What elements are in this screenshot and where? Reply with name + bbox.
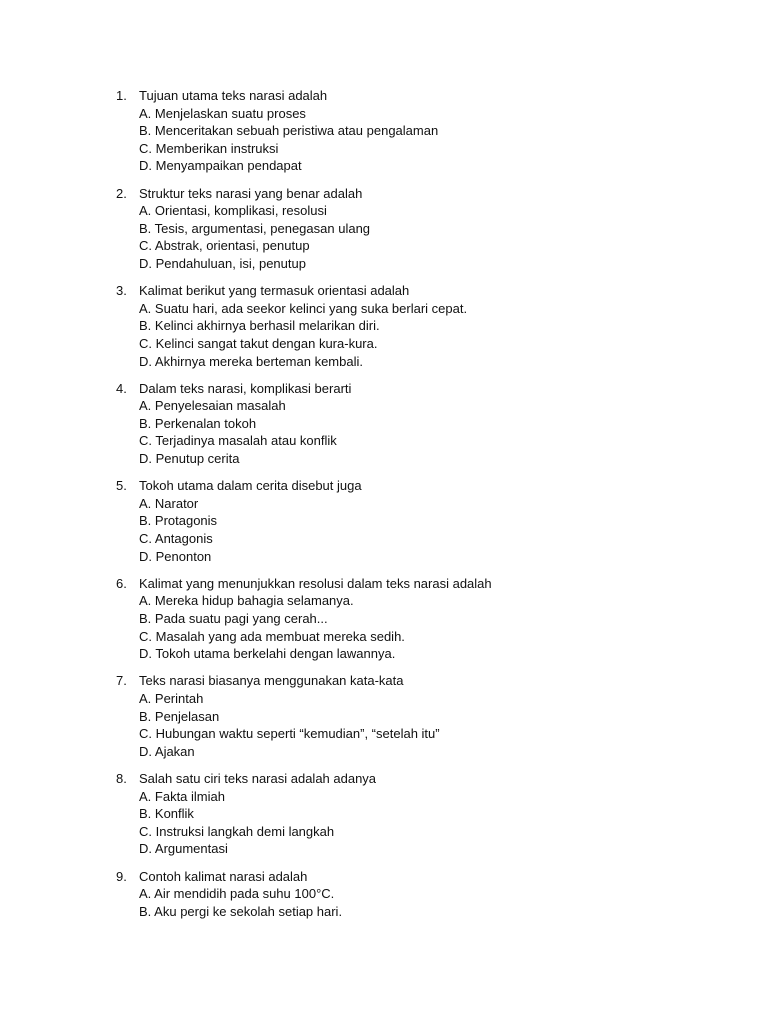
question-stem [116, 282, 716, 300]
question-stem [116, 185, 716, 203]
question-stem [116, 477, 716, 495]
question-text: Kalimat yang menunjukkan resolusi dalam teks narasi adalah [139, 575, 492, 591]
question-number: 4. [116, 380, 127, 396]
question-item [116, 770, 716, 858]
question-item [116, 477, 716, 565]
question-stem [116, 868, 716, 886]
answer-option: C. Kelinci sangat takut dengan kura-kura. [139, 335, 378, 351]
question-number: 9. [116, 868, 127, 884]
question-text: Dalam teks narasi, komplikasi berarti [139, 380, 352, 396]
question-number: 3. [116, 283, 127, 299]
answer-option: B. Perkenalan tokoh [139, 415, 257, 431]
answer-option: B. Aku pergi ke sekolah setiap hari. [139, 903, 343, 919]
question-item [116, 868, 716, 921]
answer-option: C. Hubungan waktu seperti “kemudian”, “setelah itu” [139, 726, 440, 742]
answer-option: C. Abstrak, orientasi, penutup [139, 238, 310, 254]
answer-option: D. Tokoh utama berkelahi dengan lawannya. [139, 646, 396, 662]
question-number: 7. [116, 673, 127, 689]
answer-option: D. Akhirnya mereka berteman kembali. [139, 353, 363, 369]
answer-option: A. Mereka hidup bahagia selamanya. [139, 593, 354, 609]
answer-option: D. Penutup cerita [139, 451, 240, 467]
answer-option: B. Tesis, argumentasi, penegasan ulang [139, 220, 371, 236]
question-number: 6. [116, 575, 127, 591]
answer-option: A. Narator [139, 495, 199, 511]
answer-option: C. Instruksi langkah demi langkah [139, 823, 335, 839]
answer-option: B. Menceritakan sebuah peristiwa atau pengalaman [139, 123, 439, 139]
answer-option: C. Memberikan instruksi [139, 140, 279, 156]
question-item [116, 185, 716, 273]
question-stem [116, 770, 716, 788]
question-item [116, 282, 716, 370]
question-text: Tokoh utama dalam cerita disebut juga [139, 478, 362, 494]
answer-option: C. Masalah yang ada membuat mereka sedih. [139, 628, 405, 644]
question-number: 5. [116, 478, 127, 494]
answer-option: B. Protagonis [139, 513, 218, 529]
answer-option: A. Fakta ilmiah [139, 788, 225, 804]
question-item [116, 87, 716, 175]
question-text: Struktur teks narasi yang benar adalah [139, 185, 363, 201]
question-text: Tujuan utama teks narasi adalah [139, 88, 328, 103]
answer-option: B. Konflik [139, 806, 194, 822]
question-item [116, 672, 716, 760]
question-text: Teks narasi biasanya menggunakan kata-kata [139, 673, 404, 689]
answer-option: A. Perintah [139, 690, 204, 706]
answer-option: D. Ajakan [139, 743, 195, 759]
answer-option: B. Kelinci akhirnya berhasil melarikan diri. [139, 318, 380, 334]
question-stem [116, 672, 716, 690]
answer-option: A. Orientasi, komplikasi, resolusi [139, 203, 327, 219]
question-number: 1. [116, 88, 127, 103]
answer-option: D. Pendahuluan, isi, penutup [139, 255, 306, 271]
question-number: 8. [116, 770, 127, 786]
answer-option: A. Penyelesaian masalah [139, 398, 286, 414]
answer-option: A. Air mendidih pada suhu 100°C. [139, 886, 335, 902]
question-number: 2. [116, 185, 127, 201]
question-text: Kalimat berikut yang termasuk orientasi adalah [139, 283, 410, 299]
answer-option: D. Argumentasi [139, 841, 228, 857]
answer-option: D. Menyampaikan pendapat [139, 158, 302, 174]
question-text: Salah satu ciri teks narasi adalah adanya [139, 770, 377, 786]
answer-option: B. Penjelasan [139, 708, 220, 724]
answer-option: A. Suatu hari, ada seekor kelinci yang suka berlari cepat. [139, 300, 468, 316]
answer-option: C. Antagonis [139, 531, 213, 547]
question-list [116, 87, 716, 930]
question-item [116, 575, 716, 663]
answer-option: B. Pada suatu pagi yang cerah... [139, 611, 328, 626]
answer-option: A. Menjelaskan suatu proses [139, 105, 306, 121]
question-stem [116, 575, 716, 593]
question-stem [116, 380, 716, 398]
question-text: Contoh kalimat narasi adalah [139, 868, 308, 884]
question-stem [116, 87, 716, 105]
question-item [116, 380, 716, 468]
answer-option: C. Terjadinya masalah atau konflik [139, 433, 337, 449]
answer-option: D. Penonton [139, 548, 212, 564]
